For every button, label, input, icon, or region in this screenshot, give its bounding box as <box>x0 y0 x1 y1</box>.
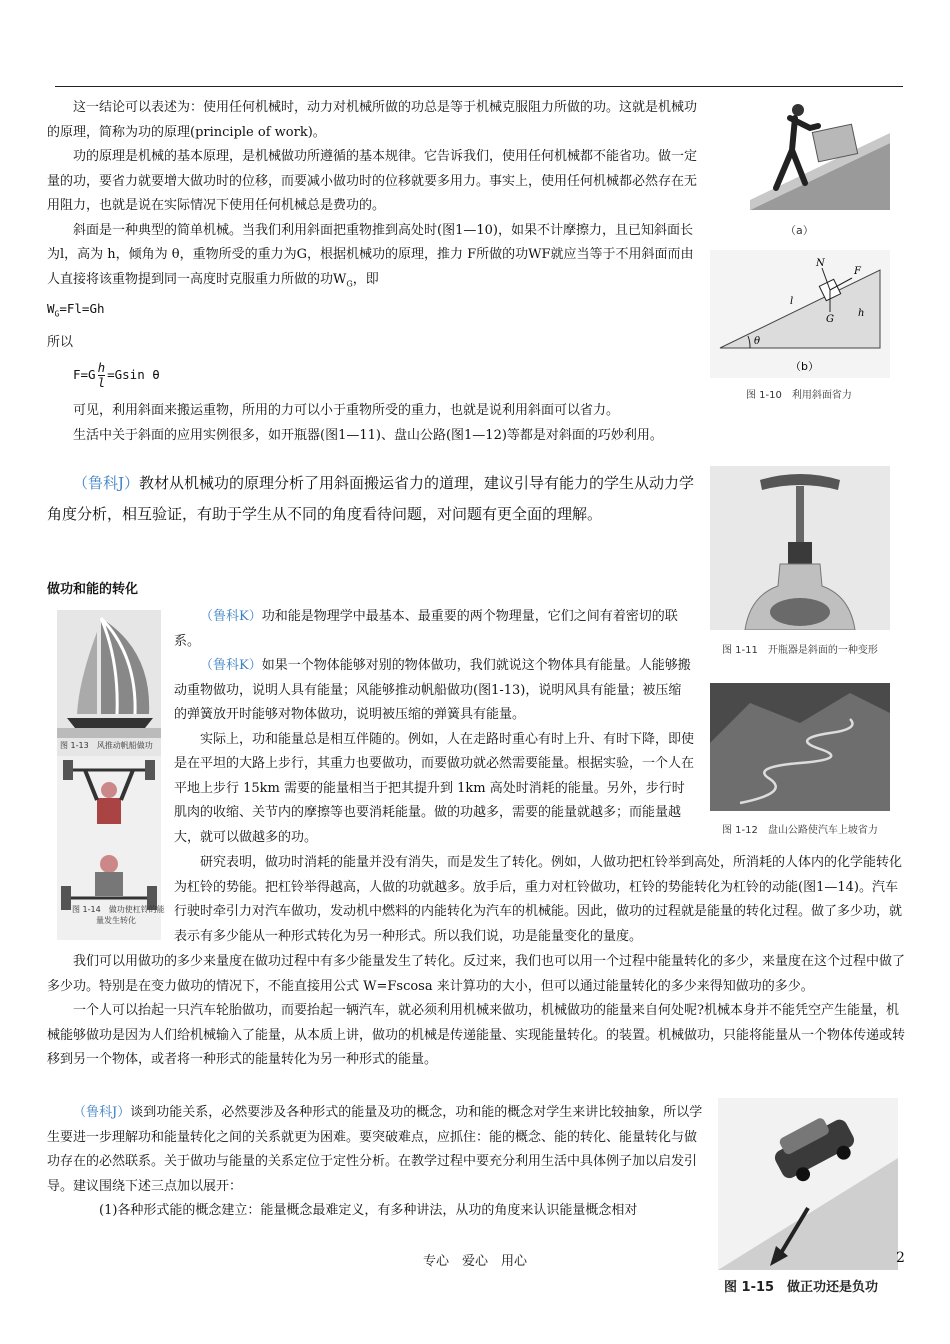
paragraph: 所以 <box>47 334 74 350</box>
footer-slogan: 专心 爱心 用心 <box>422 1254 527 1269</box>
figure-caption: 图 1-14 做功使杠铃的能 量发生转化 <box>72 905 165 925</box>
source-tag: （鲁科K） <box>200 609 262 624</box>
label-F: F <box>854 266 861 277</box>
figure-1-13 <box>57 610 161 756</box>
paragraph: 这一结论可以表述为：使用任何机械时，动力对机械所做的功总是等于机械克服阻力所做的功。这就是机械功的原理，简称为功的原理(principle of work)。 <box>47 100 698 140</box>
fraction: $\frac{h}{l}$ <box>97 360 106 391</box>
paragraph: 实际上，功和能量总是相互伴随的。例如，人在走路时重心有时上升、有时下降，即使是在平坦的大路上步行，其重力也要做功，而要做功就必然需要能量。根据实验，一个人在平地上步行 15km 需要的能量相当于把其提升到 1km 高处时消耗的能量。另外，步行时肌肉的收缩、关节内的摩擦等也要消耗能量。做的功越多，需要的能量就越多；而能量越大，就可以做越多的功。 <box>174 731 695 845</box>
header-rule <box>55 86 903 87</box>
figure-1-11 <box>710 466 890 630</box>
paragraph: (1)各种形式能的概念建立：能量概念最难定义，有多种讲法，从功的角度来认识能量概念相对 <box>99 1203 638 1218</box>
figure-caption: 图 1-10 利用斜面省力 <box>746 390 852 401</box>
text-block-top <box>47 96 697 448</box>
label-l: l <box>790 296 794 307</box>
source-tag: （鲁科K） <box>200 658 262 673</box>
figure-1-10b <box>710 250 890 378</box>
section-heading: 做功和能的转化 <box>47 582 139 597</box>
text-block-middle: （鲁科K）功和能是物理学中最基本、最重要的两个物理量，它们之间有着密切的联系。 （鲁科K）如果一个物体能够对别的物体做功，我们就说这个物体具有能量。人能够搬动重物做功，说明人具有能量；风能够推动帆船做功(图1-13)，说明风具有能量；被压缩的弹簧放开时能够对物体做功，说明被压缩的弹簧具有能量。 实际上，功和能量总是相互伴随的。例如，人在走路时重心有时上升、有时下降，即使是在平坦的大路上步行，其重力也要做功，而要做功就必然需要能量。根据实验，一个人在平地上步行 15km 需要的能量相当于把其提升到 1km 高处时消耗的能量。另外，步行时肌肉的收缩、关节内的摩擦等也要消耗能量。做的功越多，需要的能量就越多；而能量越大，就可以做越多的功。 <box>174 605 694 850</box>
figure-1-10a <box>710 88 890 216</box>
figure-label: （b） <box>790 360 819 373</box>
formula-force: F=G $\frac{h}{l}$ =Gsin θ <box>73 360 160 391</box>
figure-caption: 图 1-15 做正功还是负功 <box>724 1280 879 1295</box>
figure-1-15 <box>718 1098 898 1270</box>
figure-caption: 图 1-11 开瓶器是斜面的一种变形 <box>722 645 878 656</box>
paragraph: 研究表明，做功时消耗的能量并没有消失，而是发生了转化。例如，人做功把杠铃举到高处，所消耗的人体内的化学能转化为杠铃的势能。把杠铃举得越高，人做的功就越多。放手后，重力对杠铃做功，杠铃的势能转化为杠铃的动能(图1—14)。汽车行驶时牵引力对汽车做功，发动机中燃料的内能转化为汽车的机械能。因此，做功的过程就是能量的转化过程。做了多少功，就表示有多少能从一种形式转化为另一种形式。所以我们说，功是能量变化的量度。 <box>174 855 903 944</box>
text-block-bottom <box>47 950 907 1073</box>
label-N: N <box>816 258 825 269</box>
paragraph: 斜面是一种典型的简单机械。当我们利用斜面把重物推到高处时(图1—10)，如果不计摩擦力，且已知斜面长为l，高为 h，倾角为 θ，重物所受的重力为G，根据机械功的原理，推力 F所做的功WF就应当等于不用斜面而由人直接将该重物提到同一高度时克服重力所做的功$W_G$，即 <box>47 222 694 289</box>
figure-caption: 图 1-13 风推动帆船做功 <box>60 741 153 750</box>
formula-work: $W_G=Fl=Gh$ <box>47 300 105 319</box>
figure-caption: 图 1-12 盘山公路使汽车上坡省力 <box>722 825 878 836</box>
text-block-wide <box>174 851 907 949</box>
paragraph: 我们可以用做功的多少来量度在做功过程中有多少能量发生了转化。反过来，我们也可以用一个过程中能量转化的多少，来量度在这个过程中做了多少功。特别是在变力做功的情况下，不能直接用公式 W=Fscosa 来计算功的大小，但可以通过能量转化的多少来得知做功的多少。 <box>47 954 906 994</box>
paragraph: 功的原理是机械的基本原理，是机械做功所遵循的基本规律。它告诉我们，使用任何机械都不能省功。做一定量的功，要省力就要增大做功时的位移，而要减小做功时的位移就要多用力。事实上，使用任何机械都必然存在无用阻力，也就是说在实际情况下使用任何机械总是费功的。 <box>47 149 698 213</box>
source-tag: （鲁科J） <box>73 1105 131 1120</box>
paragraph: 生活中关于斜面的应用实例很多，如开瓶器(图1—11)、盘山公路(图1—12)等都是对斜面的巧妙利用。 <box>73 427 663 443</box>
paragraph: 可见，利用斜面来搬运重物，所用的力可以小于重物所受的重力，也就是说利用斜面可以省力。 <box>73 403 620 419</box>
source-tag: （鲁科J） <box>73 474 140 492</box>
label-G: G <box>826 314 834 325</box>
note-block-j: （鲁科J）教材从机械功的原理分析了用斜面搬运省力的道理，建议引导有能力的学生从动力学角度分析，相互验证，有助于学生从不同的角度看待问题，对问题有更全面的理解。 <box>47 474 695 523</box>
page-number: 2 <box>896 1250 905 1266</box>
label-theta: θ <box>754 336 761 347</box>
text-block-last: （鲁科J）谈到功能关系，必然要涉及各种形式的能量及功的概念，功和能的概念对学生来讲比较抽象，所以学生要进一步理解功和能量转化之间的关系就更为困难。要突破难点，应抓住：能的概念、能的转化、能量转化与做功存在的必然联系。关于做功与能量的关系定位于定性分析。在教学过程中要充分利用生活中具体例子加以启发引导。建议围绕下述三点加以展开： (1)各种形式能的概念建立：能量概念最难定义，有多种讲法，从功的角度来认识能量概念相对 <box>47 1101 707 1224</box>
figure-1-12 <box>710 683 890 811</box>
label-h: h <box>858 308 865 319</box>
figure-label: （a） <box>785 224 814 237</box>
paragraph: 一个人可以抬起一只汽车轮胎做功，而要抬起一辆汽车，就必须利用机械来做功，机械做功的能量来自何处呢?机械本身并不能凭空产生能量，机械能够做功是因为人们给机械输入了能量，从本质上讲，做功的机械是传递能量、实现能量转化。的装置。机械做功，只能将能量从一个物体传递或转移到另一个物体，或者将一种形式的能量转化为另一种形式的能量。 <box>47 1003 906 1067</box>
